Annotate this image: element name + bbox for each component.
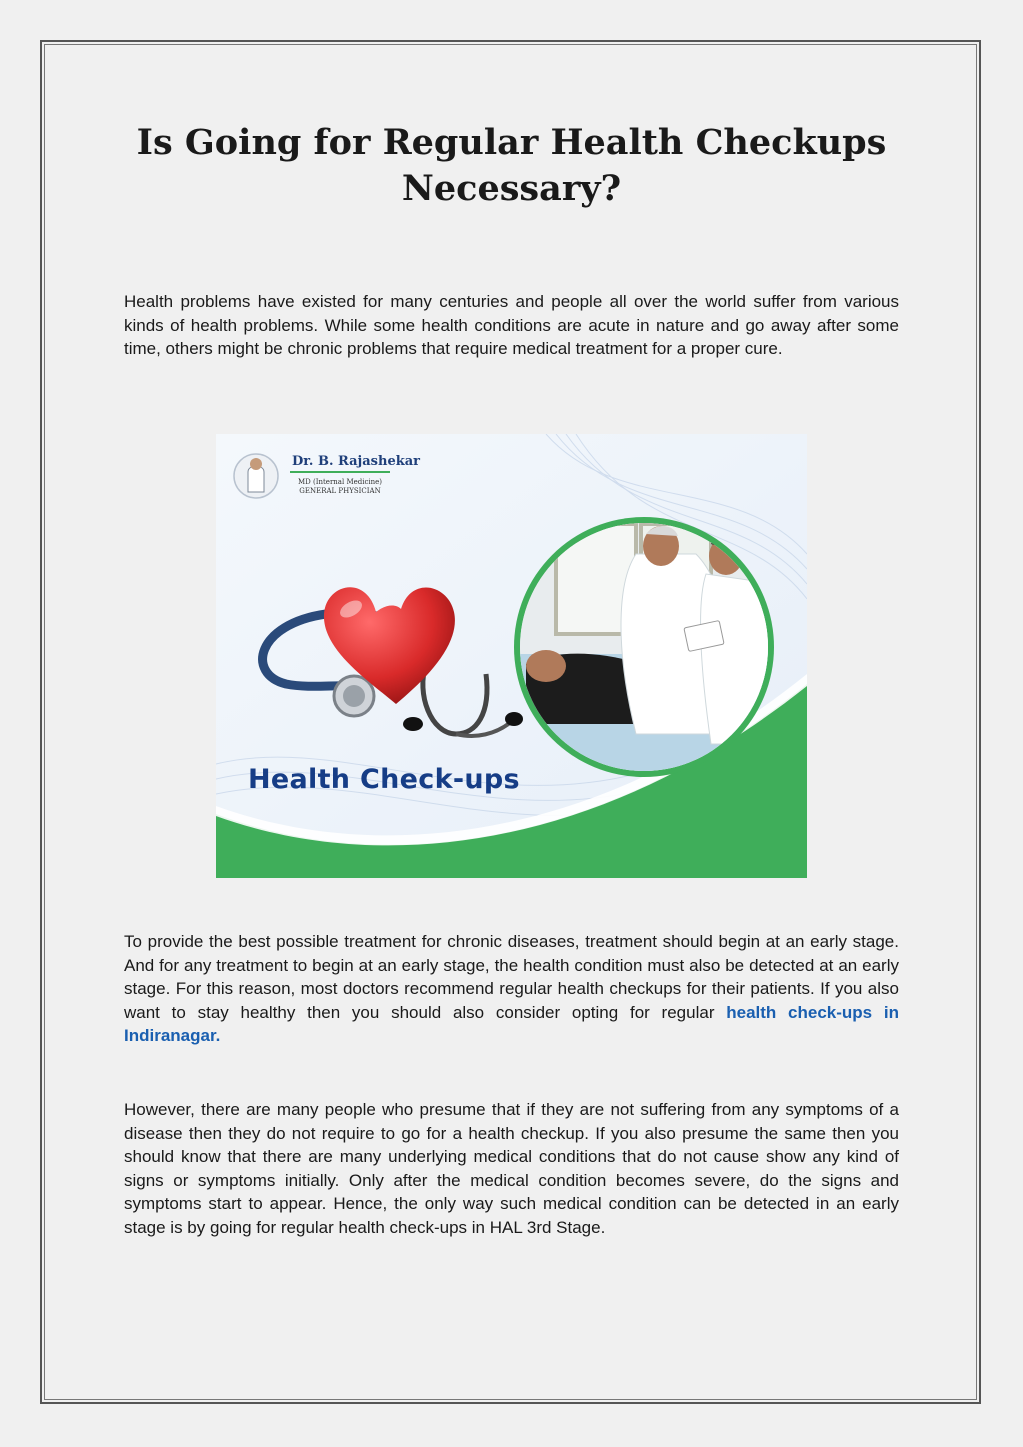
banner-caption: Health Check-ups <box>248 764 520 795</box>
logo-degree: MD (Internal Medicine) <box>297 478 383 486</box>
symptoms-paragraph: However, there are many people who presume that if they are not suffering from any symptoms of a disease then they do not require to go for a health checkup. If you also presume the same then you should know that there are many underlying medical conditions that do not cause show any kind of signs or symptoms initially. Only after the medical condition becomes severe, do the signs and symptoms start to appear. Hence, the only way such medical condition can be detected in an early stage is by going for regular health check-ups in HAL 3rd Stage. <box>124 1100 899 1237</box>
banner-artwork <box>216 434 807 878</box>
page-title: Is Going for Regular Health Checkups Necessary? <box>136 122 887 209</box>
logo-doctor-name: Dr. B. Rajashekar <box>292 454 420 469</box>
early-detection-paragraph <box>124 930 899 1048</box>
early-detection-text: To provide the best possible treatment for chronic diseases, treatment should begin at an early stage. And for any treatment to begin at an early stage, the health condition must also be detected at an early stage. For this reason, most doctors recommend regular health checkups for their patients. If you also want to stay healthy then you should also consider opting for regular <box>124 932 899 1022</box>
health-checkup-banner <box>216 434 807 878</box>
logo-role: GENERAL PHYSICIAN <box>299 487 381 495</box>
intro-paragraph: Health problems have existed for many centuries and people all over the world suffer from various kinds of health problems. While some health conditions are acute in nature and go away after some time, others might be chronic problems that require medical treatment for a proper cure. <box>124 292 899 359</box>
logo-credentials <box>290 478 390 496</box>
indiranagar-checkups-link[interactable]: health check-ups in Indiranagar. <box>124 1002 899 1046</box>
